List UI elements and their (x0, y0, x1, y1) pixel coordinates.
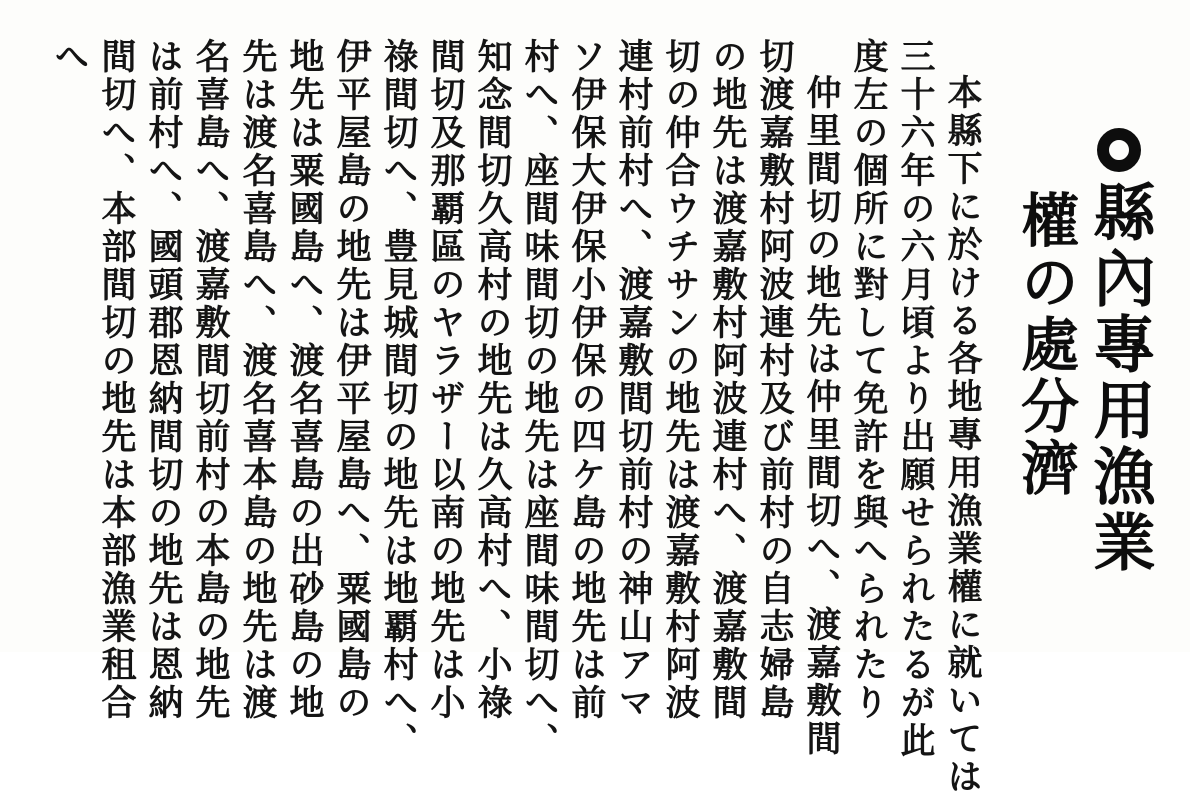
body-column: 度左の個所に對して免許を與へられたり (848, 38, 889, 722)
body-column: 知念間切久高村の地先は久高村へ、小祿 (472, 38, 513, 722)
body-column: 伊平屋島の地先は伊平屋島へ、粟國島の (331, 38, 372, 722)
body-column: 本縣下に於ける各地專用漁業權に就いては (942, 74, 983, 796)
body-column: 切の仲合ウチサンの地先は渡嘉敷村阿波 (660, 38, 701, 722)
body-column: 仲里間切の地先は仲里間切へ、渡嘉敷間 (801, 74, 842, 758)
body-column: 先は渡名喜島へ、渡名喜本島の地先は渡 (237, 38, 278, 722)
body-column: 地先は粟國島へ、渡名喜島の出砂島の地 (284, 38, 325, 722)
body-column: ソ伊保大伊保小伊保の四ケ島の地先は前 (566, 38, 607, 722)
body-column: 間切及那覇區のヤラザー以南の地先は小 (425, 38, 466, 722)
body-column: 連村前村へ、渡嘉敷間切前村の神山アマ (613, 38, 654, 722)
body-column: は前村へ、國頭郡恩納間切の地先は恩納 (143, 38, 184, 722)
body-column: 間切へ、本部間切の地先は本部漁業租合 (96, 38, 137, 722)
body-column: へ (49, 38, 90, 76)
headline-line-1 (1083, 128, 1156, 576)
article-body (49, 38, 983, 796)
headline-line-2: 權の處分濟 (1011, 190, 1079, 500)
body-column: 名喜島へ、渡嘉敷間切前村の本島の地先 (190, 38, 231, 722)
body-column: 切渡嘉敷村阿波連村及び前村の自志婦島 (754, 38, 795, 722)
circle-mark-icon (1097, 128, 1141, 172)
headline-line-1-text: 縣內專用漁業 (1083, 180, 1156, 576)
body-column: 村へ、座間味間切の地先は座間味間切へ、 (519, 38, 560, 760)
body-column: の地先は渡嘉敷村阿波連村へ、渡嘉敷間 (707, 38, 748, 722)
body-column: 祿間切へ、豊見城間切の地先は地覇村へ、 (378, 38, 419, 760)
body-column: 三十六年の六月頃より出願せられたるが此 (895, 38, 936, 760)
